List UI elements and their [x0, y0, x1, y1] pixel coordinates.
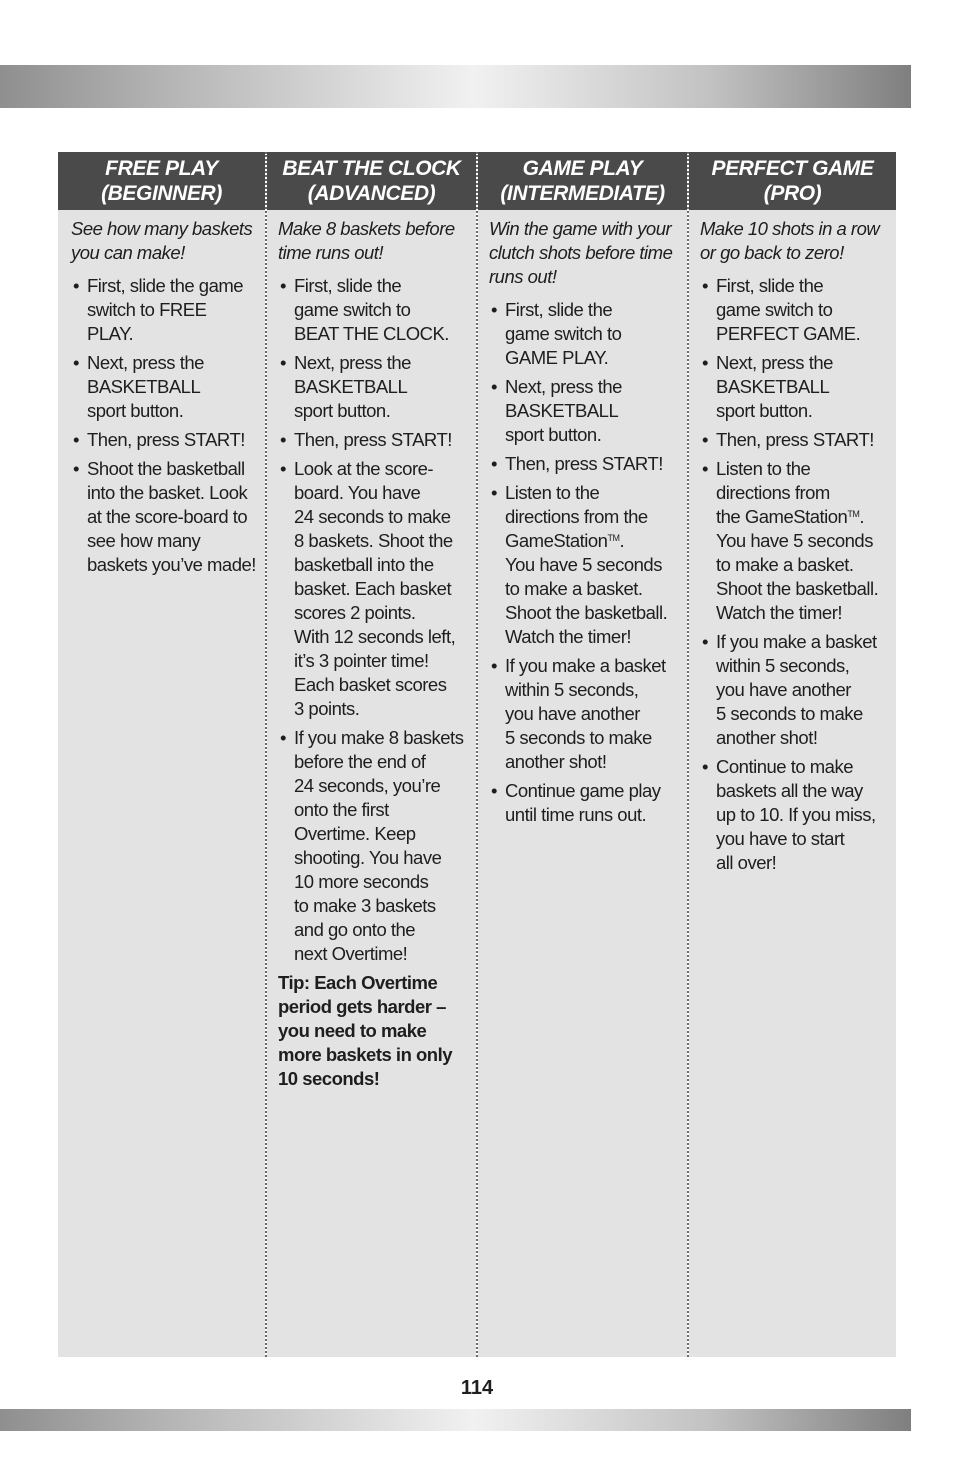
- header-title: GAME PLAY: [522, 157, 643, 180]
- trademark-mark: TM: [607, 533, 620, 543]
- column-header: [58, 152, 265, 210]
- step-item: • Next, press the BASKETBALL sport button.: [489, 375, 679, 447]
- intro-text: Make 8 baskets before time runs out!: [278, 218, 455, 263]
- header-title: FREE PLAY: [105, 157, 218, 180]
- step-item: • Then, press START!: [700, 428, 888, 452]
- game-modes-table: [58, 152, 896, 1357]
- column-body: [689, 210, 896, 1357]
- step-list: [278, 274, 468, 966]
- step-item: • Then, press START!: [71, 428, 257, 452]
- intro-text: See how many baskets you can make!: [71, 218, 253, 263]
- top-header-band: [0, 65, 911, 108]
- step-text: Listen to the directions from the GameStation: [716, 458, 848, 527]
- step-item: [489, 481, 679, 649]
- header-level: (BEGINNER): [101, 182, 222, 205]
- step-text: . You have 5 seconds to make a basket. Shoot the basketball. Watch the timer!: [716, 506, 879, 623]
- header-level: (ADVANCED): [307, 182, 436, 205]
- step-text: . You have 5 seconds to make a basket. Shoot the basketball. Watch the timer!: [505, 530, 668, 647]
- column-body: [58, 210, 265, 1357]
- column-body: [478, 210, 687, 1357]
- header-title: BEAT THE CLOCK: [282, 157, 461, 180]
- step-item: • If you make 8 baskets before the end of 24 seconds, you’re onto the first Overtime. Keep shooting. You have 10 more seconds to make 3 baskets and go onto the next Overtime!: [278, 726, 468, 966]
- column-header: [478, 152, 687, 210]
- step-list: [700, 274, 888, 875]
- step-text: Listen to the directions from the GameStation: [505, 482, 648, 551]
- bottom-footer-band: [0, 1409, 911, 1431]
- step-item: • Continue to make baskets all the way up to 10. If you miss, you have to start all over!: [700, 755, 888, 875]
- step-item: • Next, press the BASKETBALL sport button.: [71, 351, 257, 423]
- step-item: • First, slide the game switch to GAME PLAY.: [489, 298, 679, 370]
- step-item: • Then, press START!: [489, 452, 679, 476]
- header-level: (PRO): [763, 182, 822, 205]
- column-body: [267, 210, 476, 1357]
- step-item: • If you make a basket within 5 seconds, you have another 5 seconds to make another shot!: [700, 630, 888, 750]
- step-item: • First, slide the game switch to PERFECT GAME.: [700, 274, 888, 346]
- step-list: [489, 298, 679, 827]
- step-list: [71, 274, 257, 577]
- tip-text: Tip: Each Overtime period gets harder – you need to make more baskets in only 10 seconds!: [278, 972, 453, 1089]
- step-item: • First, slide the game switch to BEAT THE CLOCK.: [278, 274, 468, 346]
- step-item: • Look at the score- board. You have 24 seconds to make 8 baskets. Shoot the basketball into the basket. Each basket scores 2 points. With 12 seconds left, it’s 3 pointer time! Each basket scores 3 points.: [278, 457, 468, 721]
- column-game-play: [476, 152, 687, 1357]
- column-beat-the-clock: [265, 152, 476, 1357]
- column-header: [267, 152, 476, 210]
- step-item: • Next, press the BASKETBALL sport button.: [278, 351, 468, 423]
- page-number: 114: [460, 1377, 494, 1399]
- step-item: • First, slide the game switch to FREE PLAY.: [71, 274, 257, 346]
- header-title: PERFECT GAME: [711, 157, 874, 180]
- trademark-mark: TM: [847, 509, 860, 519]
- step-item: • Next, press the BASKETBALL sport button.: [700, 351, 888, 423]
- step-item: • Then, press START!: [278, 428, 468, 452]
- column-free-play: [58, 152, 265, 1357]
- intro-text: Make 10 shots in a row or go back to zero!: [700, 218, 880, 263]
- column-perfect-game: [687, 152, 896, 1357]
- step-item: • If you make a basket within 5 seconds, you have another 5 seconds to make another shot!: [489, 654, 679, 774]
- step-item: [700, 457, 888, 625]
- step-item: • Continue game play until time runs out.: [489, 779, 679, 827]
- intro-text: Win the game with your clutch shots before time runs out!: [489, 218, 673, 287]
- step-item: • Shoot the basketball into the basket. Look at the score-board to see how many baskets you’ve made!: [71, 457, 257, 577]
- header-level: (INTERMEDIATE): [500, 182, 665, 205]
- column-header: [689, 152, 896, 210]
